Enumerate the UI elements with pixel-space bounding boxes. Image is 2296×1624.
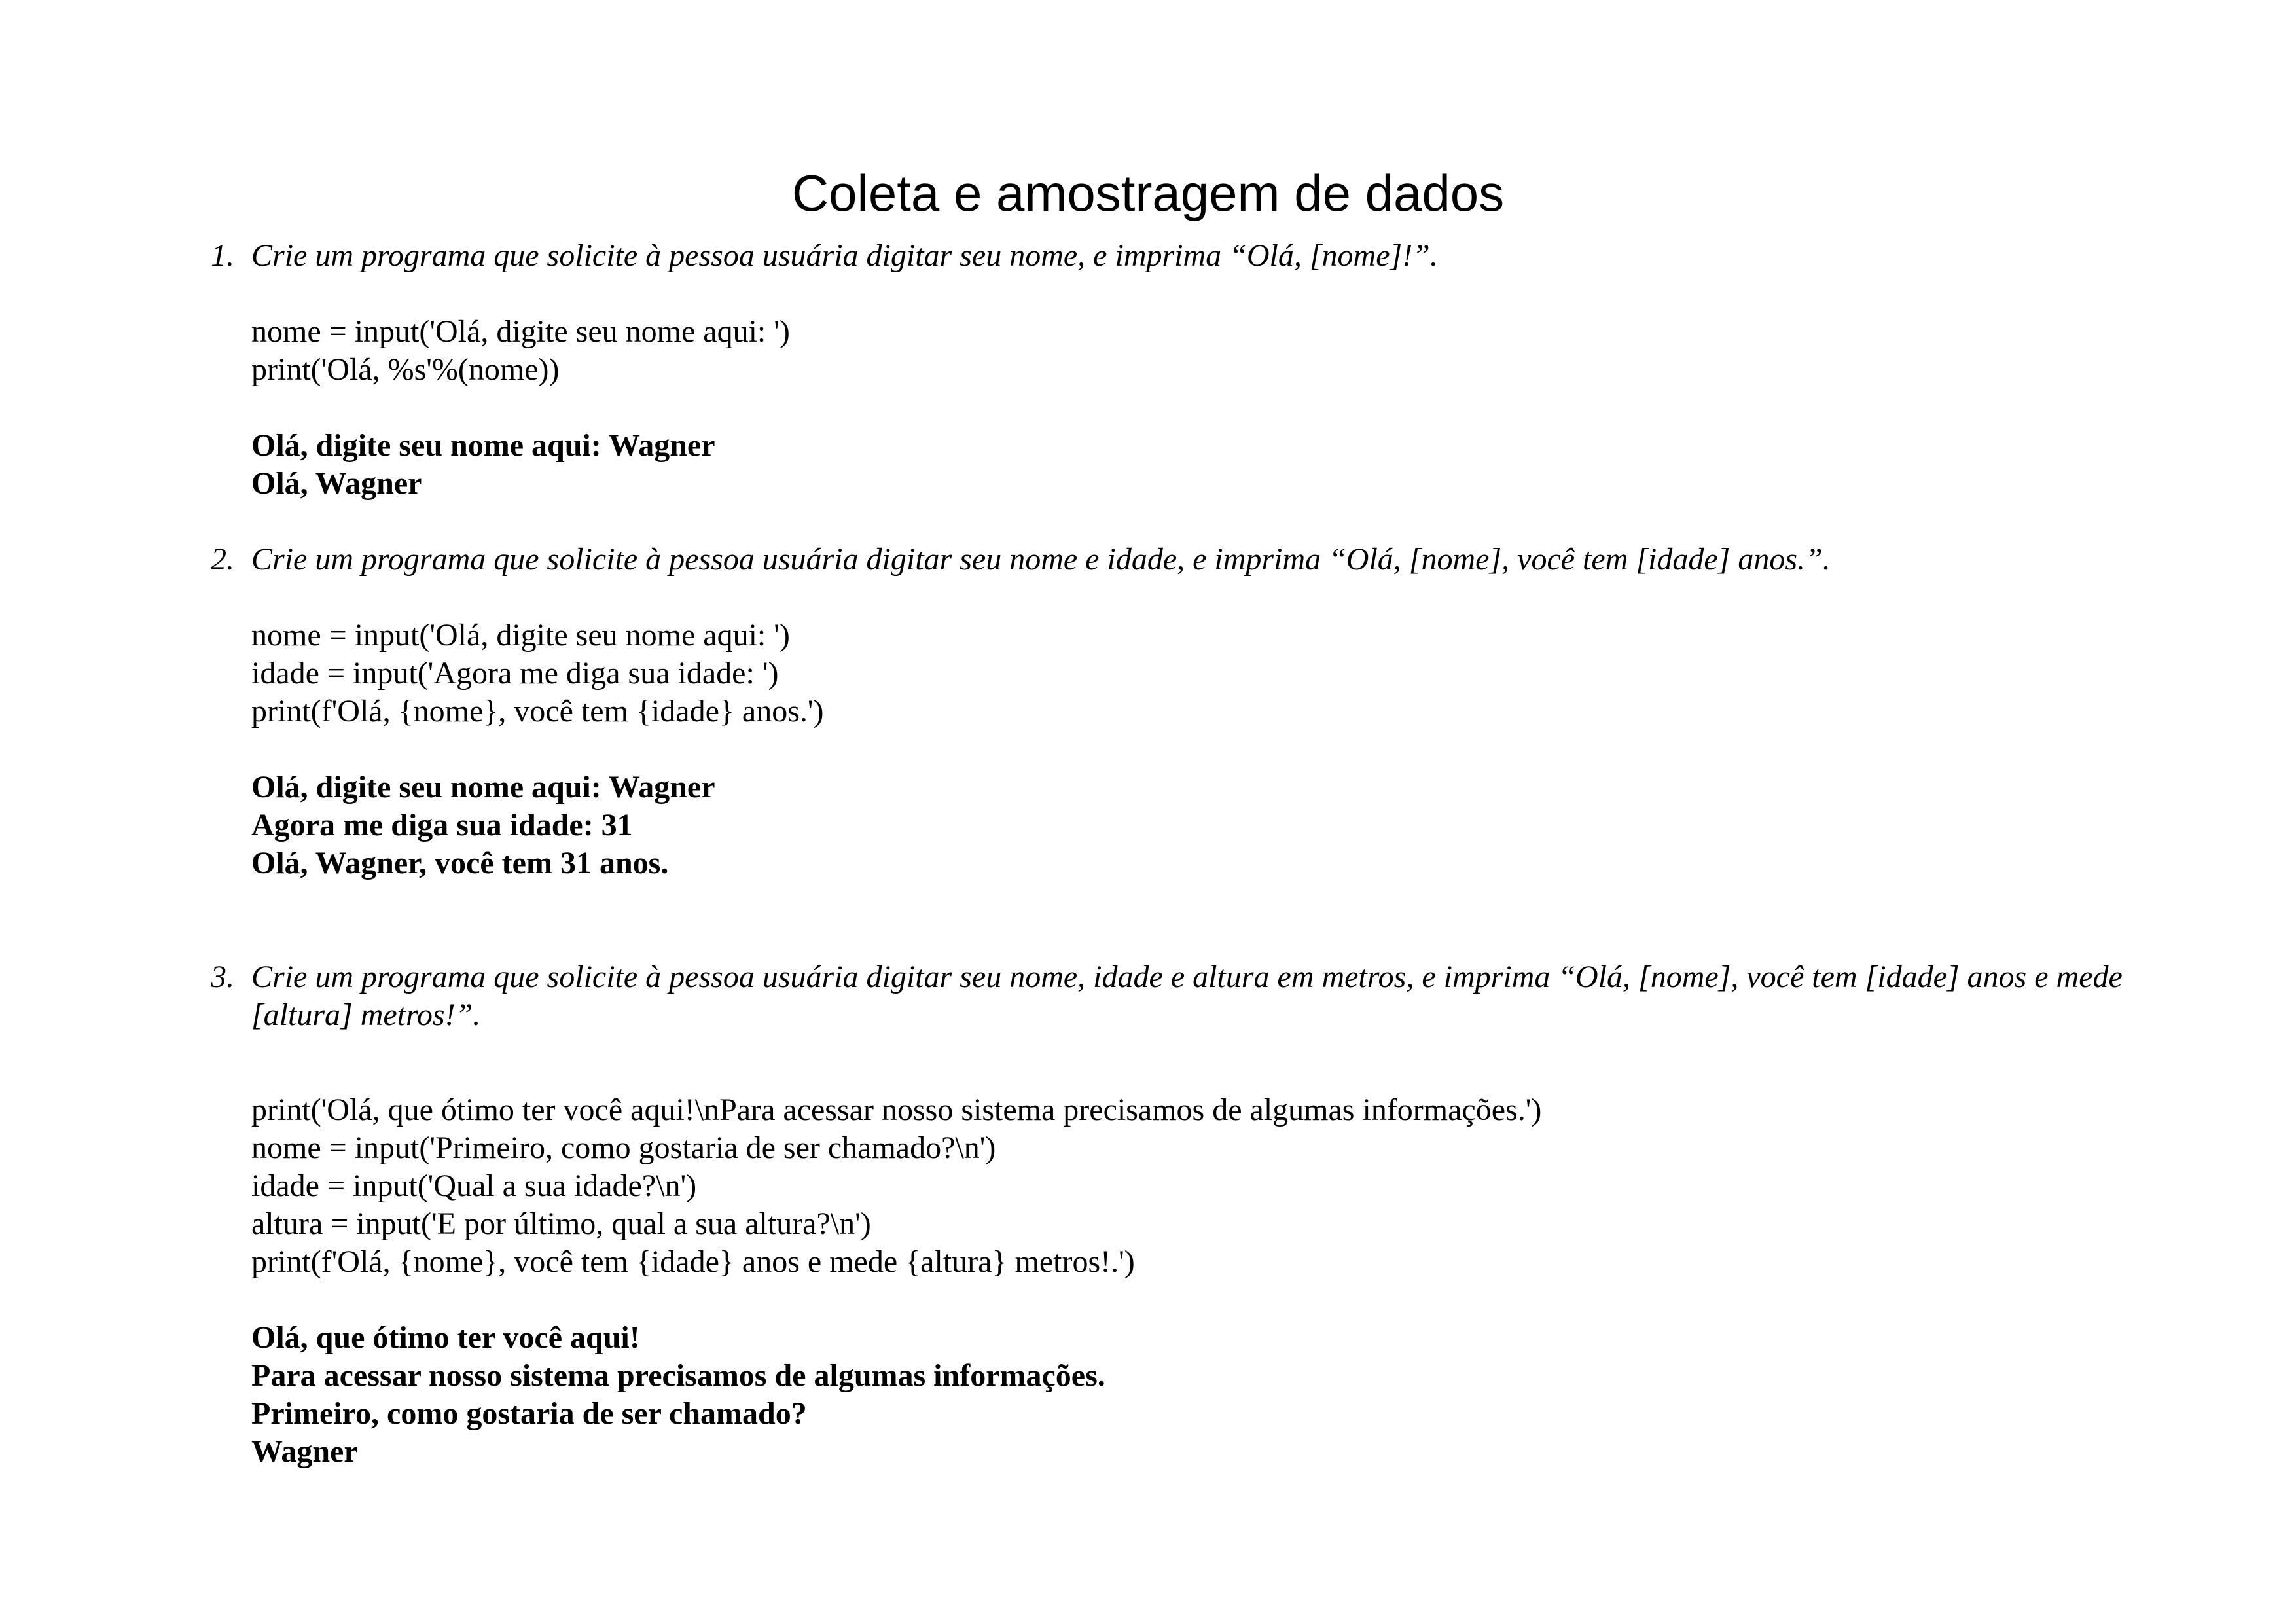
page-title: Coleta e amostragem de dados <box>791 164 1505 222</box>
output-line: Olá, que ótimo ter você aqui! <box>251 1320 640 1355</box>
exercise-question: Crie um programa que solicite à pessoa usuária digitar seu nome, e imprima “Olá, [nome]!”. <box>251 238 1438 273</box>
exercise-number: 2. <box>211 542 234 577</box>
code-block <box>251 617 2148 731</box>
code-block <box>251 313 2148 389</box>
code-line: idade = input('Agora me diga sua idade: ') <box>251 656 779 691</box>
output-block <box>251 768 2148 882</box>
output-line: Wagner <box>251 1434 358 1469</box>
output-line: Primeiro, como gostaria de ser chamado? <box>251 1396 807 1431</box>
code-line: print(f'Olá, {nome}, você tem {idade} anos.') <box>251 694 824 729</box>
output-line: Olá, Wagner <box>251 466 422 501</box>
code-block <box>251 1091 2148 1281</box>
code-line: print('Olá, %s'%(nome)) <box>251 352 560 387</box>
code-line: nome = input('Olá, digite seu nome aqui: ') <box>251 618 790 653</box>
exercise-number: 1. <box>211 238 234 273</box>
exercise-list <box>211 237 2148 1471</box>
code-line: print('Olá, que ótimo ter você aqui!\nPara acessar nosso sistema precisamos de algumas informações.') <box>251 1092 1542 1127</box>
exercise-item-2 <box>211 541 2148 882</box>
output-line: Olá, digite seu nome aqui: Wagner <box>251 770 715 804</box>
code-line: print(f'Olá, {nome}, você tem {idade} anos e mede {altura} metros!.') <box>251 1244 1135 1279</box>
output-line: Agora me diga sua idade: 31 <box>251 808 633 842</box>
code-line: altura = input('E por último, qual a sua altura?\n') <box>251 1206 871 1241</box>
output-line: Para acessar nosso sistema precisamos de algumas informações. <box>251 1358 1105 1393</box>
code-line: idade = input('Qual a sua idade?\n') <box>251 1168 697 1203</box>
exercise-question: Crie um programa que solicite à pessoa usuária digitar seu nome, idade e altura em metros, e imprima “Olá, [nome], você tem [idade] anos e mede [altura] metros!”. <box>251 960 2123 1032</box>
exercise-number: 3. <box>211 960 234 994</box>
code-line: nome = input('Olá, digite seu nome aqui: ') <box>251 314 790 349</box>
code-line: nome = input('Primeiro, como gostaria de ser chamado?\n') <box>251 1130 996 1165</box>
output-block <box>251 427 2148 503</box>
exercise-item-1 <box>211 237 2148 503</box>
exercise-item-3 <box>211 958 2148 1471</box>
exercise-question: Crie um programa que solicite à pessoa usuária digitar seu nome e idade, e imprima “Olá, [nome], você tem [idade] anos.”. <box>251 542 1831 577</box>
output-block <box>251 1319 2148 1471</box>
output-line: Olá, digite seu nome aqui: Wagner <box>251 428 715 463</box>
output-line: Olá, Wagner, você tem 31 anos. <box>251 846 669 880</box>
